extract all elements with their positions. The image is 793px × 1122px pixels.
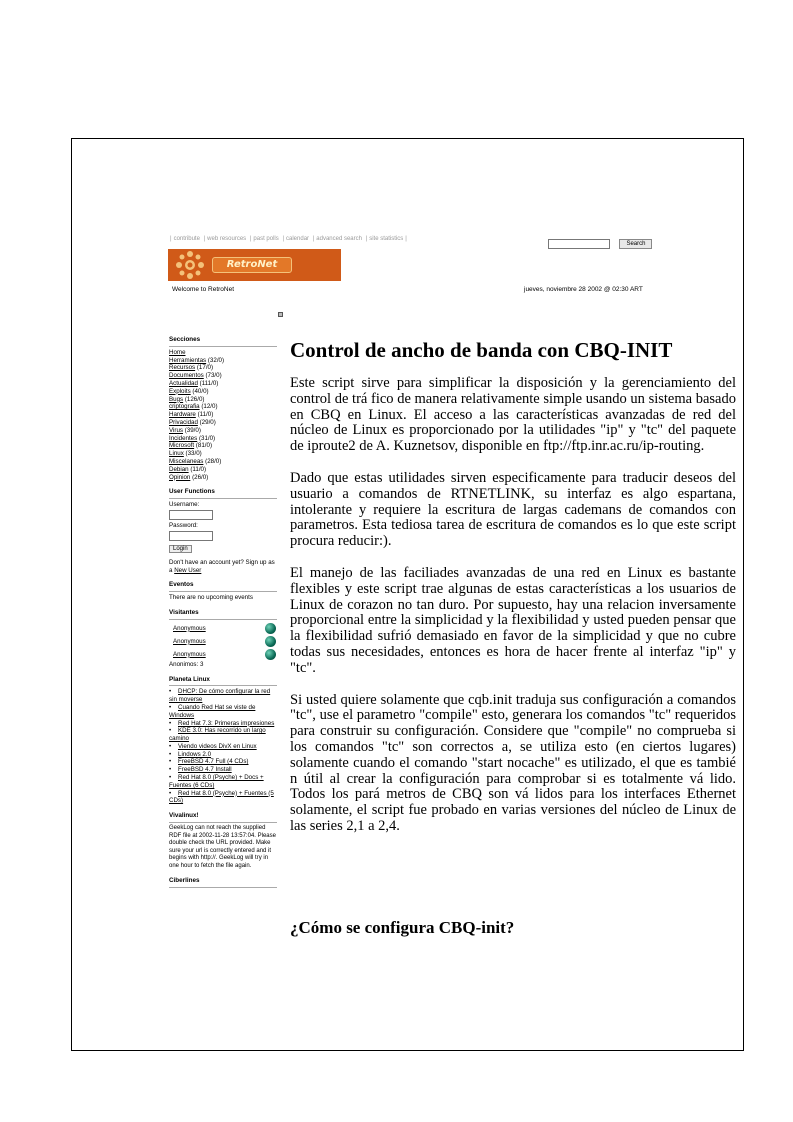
small-square-icon (278, 312, 283, 317)
planeta-item (169, 727, 277, 743)
section-count: (26/0) (192, 473, 209, 481)
section-link[interactable]: criptografia (169, 403, 200, 411)
section-item (169, 380, 277, 388)
planeta-link[interactable]: FreeBSD 4.7 Install (178, 766, 232, 774)
section-count: (73/0) (205, 372, 222, 380)
section-link[interactable]: Documentos (169, 372, 204, 380)
block-ciberlines (169, 877, 277, 888)
planeta-link[interactable]: Red Hat 7.3: Primeras impresiones (178, 719, 275, 727)
password-field[interactable] (169, 531, 213, 541)
planeta-link[interactable]: FreeBSD 4.7 Full (4 CDs) (178, 758, 249, 766)
planeta-item (169, 688, 277, 704)
bullet-icon: • (169, 703, 172, 711)
section-item (169, 411, 277, 419)
article-paragraph: Dado que estas utilidades sirven especificamente para traducir deseos del usuario a comandos de RTNETLINK, su interfaz es algo espartana, intolerante y requiere la escritura de largas cademans de comandos con parametros. Esta tediosa tarea de escritura de comandos es lo que este script procura reducir:). (290, 469, 736, 550)
article-title: Control de ancho de banda con CBQ-INIT (290, 338, 673, 362)
signup-text (169, 559, 277, 575)
planeta-link[interactable]: Red Hat 8.0 (Psyche) + Docs + Fuentes (6 CDs) (169, 774, 264, 789)
article-paragraph: Si usted quiere solamente que cqb.init traduja sus configuración a comandos "tc", use el parametro "compile" esto, generara los comandos "tc" requeridos para construir su configuración. Considere que "compile" no comprueba si los comandos "tc" son correctos a, se utiliza esto (en ciertos lugares) solamente cuando el comando "start nocache" es utilizado, el que es tambié n útil al crear la configuración para comprobar si es totalmente vá lido. Todos los pará metros de CBQ son vá lidos para los interfaces Ethernet solamente, el script fue probado en varias versiones del núcleo de Linux de las series 2,1 a 2,4. (290, 691, 736, 834)
section-link[interactable]: Herramientas (169, 356, 207, 364)
section-count: (28/0) (205, 457, 222, 465)
block-title: Visitantes (169, 609, 277, 620)
search-button[interactable]: Search (619, 239, 652, 249)
section-count: (12/0) (201, 403, 218, 411)
block-user-functions (169, 488, 277, 574)
section-item (169, 396, 277, 404)
section-count: (126/0) (184, 395, 205, 403)
password-label: Password: (169, 521, 198, 529)
nav-link-site-statistics[interactable]: site statistics (369, 236, 404, 242)
bullet-icon: • (169, 758, 172, 766)
section-count: (11/0) (190, 465, 207, 473)
anon-count: Anonimos: 3 (169, 660, 204, 668)
nav-link-calendar[interactable]: calendar (286, 236, 310, 242)
section-item (169, 466, 277, 474)
new-user-link[interactable]: New User (174, 566, 202, 574)
section-link[interactable]: Miscelaneas (169, 457, 204, 465)
visitor-row (169, 648, 277, 661)
visitor-row (169, 622, 277, 635)
bullet-icon: • (169, 750, 172, 758)
block-secciones (169, 336, 277, 481)
site-banner[interactable] (168, 249, 341, 281)
bullet-icon: • (169, 766, 172, 774)
block-title: Ciberlines (169, 877, 277, 888)
section-item (169, 364, 277, 372)
section-link[interactable]: Virus (169, 426, 183, 434)
section-item (169, 357, 277, 365)
section-count: (81/0) (195, 442, 213, 450)
section-count: (29/0) (199, 418, 216, 426)
top-search (548, 235, 652, 253)
bullet-icon: • (169, 742, 172, 750)
section-link[interactable]: Incidentes (169, 434, 198, 442)
planeta-link[interactable]: Red Hat 8.0 (Psyche) + Fuentes (5 CDs) (169, 789, 274, 805)
section-item (169, 450, 277, 458)
section-link[interactable]: Bugs (169, 395, 184, 403)
nav-link-web-resources[interactable]: web resources (207, 236, 247, 242)
eventos-text: There are no upcoming events (169, 594, 253, 602)
section-item (169, 403, 277, 411)
section-link[interactable]: Home (169, 348, 186, 356)
secciones-list (169, 349, 277, 482)
section-item (169, 349, 277, 357)
bullet-icon: • (169, 688, 172, 696)
globe-icon (265, 623, 276, 634)
section-count: (31/0) (198, 434, 216, 442)
header-datetime: jueves, noviembre 28 2002 @ 02:30 ART (524, 286, 643, 293)
signup-prompt: Don't have an account yet? Sign up as a (169, 558, 275, 574)
block-eventos (169, 581, 277, 602)
bullet-icon: • (169, 774, 172, 782)
planeta-item (169, 774, 277, 790)
planeta-item (169, 790, 277, 806)
section-link[interactable]: Recursos (169, 364, 196, 372)
visitor-row (169, 635, 277, 648)
planeta-link[interactable]: DHCP: De cómo configurar la red sin moverse (169, 688, 271, 704)
block-title: Vivalinux! (169, 812, 277, 823)
planeta-link[interactable]: Cuando Red Hat se viste de Windows (169, 703, 256, 719)
planeta-link[interactable]: Lindows 2.0 (178, 750, 212, 758)
visitor-link[interactable]: Anonymous (173, 637, 206, 645)
username-field[interactable] (169, 510, 213, 520)
block-visitantes (169, 609, 277, 669)
section-link[interactable]: Actualidad (169, 379, 198, 387)
planeta-linux-list (169, 688, 277, 805)
block-title: Planeta Linux (169, 676, 277, 687)
block-title: Secciones (169, 336, 277, 347)
section-count: (17/0) (196, 364, 214, 372)
bullet-icon: • (169, 719, 172, 727)
article-paragraph: El manejo de las faciliades avanzadas de una red en Linux es bastante flexibles y este script trae algunas de estas características a los usuarios de Linux de corazon no tan duro. Por supuesto, hay una relacion inversamente proporcional entre la simplicidad y la flexibilidad y usted pueden pensar que la flexibilidad sufrió demasiado en favor de la simplicidad y que no cubre todas sus necesidades, entonces es hora de hacer frente al interfaz "ip" y "tc". (290, 564, 736, 676)
bullet-icon: • (169, 727, 172, 735)
planeta-item (169, 704, 277, 720)
top-nav: | contribute | web resources | past polls | calendar | advanced search | site statistics | (170, 236, 407, 242)
section-link[interactable]: Microsoft (169, 442, 195, 450)
block-vivalinux (169, 812, 277, 870)
section-count: (33/0) (185, 450, 202, 458)
section-item (169, 442, 277, 450)
section-link[interactable]: Opinion (169, 473, 191, 481)
planeta-item (169, 743, 277, 751)
login-button[interactable]: Login (169, 545, 192, 553)
section-link[interactable]: Debian (169, 465, 189, 473)
section-item (169, 474, 277, 482)
logo-wordmark: RetroNet (212, 257, 292, 273)
planeta-item (169, 766, 277, 774)
sidebar (169, 336, 277, 895)
planeta-link[interactable]: KDE 3.0: Has recorrido un largo camino (169, 727, 266, 743)
section-count: (111/0) (199, 379, 219, 387)
section-item (169, 388, 277, 396)
section-item (169, 435, 277, 443)
globe-icon (265, 636, 276, 647)
section-link[interactable]: Exploits (169, 387, 191, 395)
article-paragraph: Este script sirve para simplificar la disposición y la gerenciamiento del control de trá fico de manera relativamente simple usando un sistema basado en CBQ en Linux. El acceso a las características avanzadas de red del núcleo de Linux es proporcionado por la utilidades "ip" y "tc" del paquete de iproute2 de A. Kuznetsov, disponible en ftp://ftp.inr.ac.ru/ip-routing. (290, 375, 736, 455)
section-count: (11/0) (197, 411, 214, 419)
nav-link-past-polls[interactable]: past polls (253, 236, 279, 242)
globe-icon (265, 649, 276, 660)
planeta-item (169, 758, 277, 766)
section-item (169, 372, 277, 380)
section-item (169, 419, 277, 427)
visitor-link[interactable]: Anonymous (173, 624, 206, 632)
logo-emblem-icon (170, 249, 210, 281)
nav-link-advanced-search[interactable]: advanced search (316, 236, 362, 242)
section-link[interactable]: Linux (169, 450, 184, 458)
section-item (169, 458, 277, 466)
search-input[interactable] (548, 239, 610, 249)
nav-link-contribute[interactable]: contribute (173, 236, 200, 242)
section-link[interactable]: Privacidad (169, 418, 198, 426)
section-count: (39/0) (184, 426, 201, 434)
username-label: Username: (169, 501, 200, 509)
planeta-item (169, 720, 277, 728)
block-planeta-linux (169, 676, 277, 806)
section-count: (32/0) (207, 356, 225, 364)
visitor-link[interactable]: Anonymous (173, 650, 206, 658)
section-subtitle: ¿Cómo se configura CBQ-init? (290, 918, 515, 937)
main-content (290, 338, 736, 851)
section-count: (40/0) (192, 387, 209, 395)
block-title: User Functions (169, 488, 277, 499)
bullet-icon: • (169, 789, 172, 797)
planeta-link[interactable]: Viendo videos DivX en Linux (178, 742, 257, 750)
vivalinux-text: GeekLog can not reach the supplied RDF file at 2002-11-28 13:57:04. Please double check the URL provided. Make sure your url is correctly entered and it begins with http://. GeekLog will try in one hour to fetch the file again. (169, 825, 276, 869)
block-title: Eventos (169, 581, 277, 592)
section-item (169, 427, 277, 435)
welcome-text: Welcome to RetroNet (172, 286, 235, 293)
section-link[interactable]: Hardware (169, 411, 196, 419)
planeta-item (169, 751, 277, 759)
